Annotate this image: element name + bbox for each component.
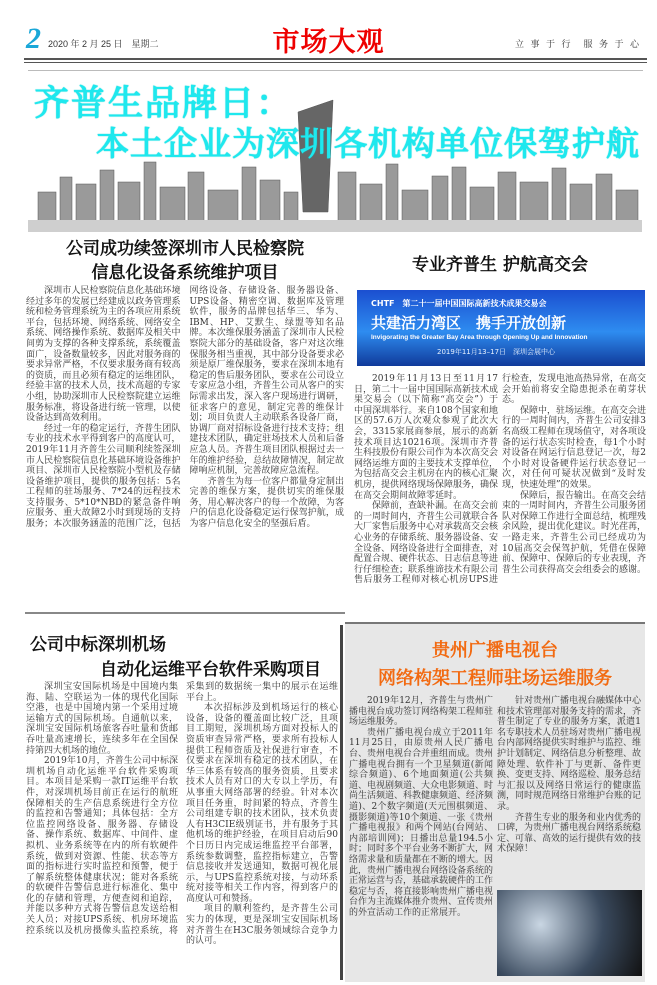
- article1-body: [26, 286, 344, 530]
- article4-title-line2: 网络构架工程师驻场运维服务: [378, 668, 612, 689]
- banner-title-line2: 本土企业为深圳各机构单位保驾护航: [96, 124, 640, 163]
- article3-title-line1: 公司中标深圳机场: [30, 635, 166, 655]
- column-divider: [340, 625, 343, 980]
- article4-title-line1: 贵州广播电视台: [432, 640, 558, 661]
- paragraph: 项目的顺利签约，是齐普生公司实力的体现，更是深圳宝安国际机场对齐普生在H3C服务领域综合竞争力的认可。: [186, 904, 338, 947]
- paragraph: 2019年11月13日至11月17日，第二十一届中国国际高新技术成果交易会（以下简称“高交会”）于中国深圳举行。来自108个国家和地区的57.6万人次观众参观了此次大会，3315家展商参展，展示的高新技术项目达10216项。深圳市齐普生科技股份有限公司作为本次高交会网络运维方面的主要技术支撑单位，为包括高交会主机房在内的核心汇聚机房，提供网络现场保障服务，确保在高交会期间故障零延时。: [354, 374, 499, 501]
- server-room-photo: [497, 890, 642, 976]
- slogan: 立 事 于 行 服 务 于 心: [514, 39, 641, 49]
- banner: [28, 72, 642, 232]
- paragraph: 深圳宝安国际机场是中国境内集海、陆、空联运为一体的现代化国际空港，也是中国境内第一个采用过境运输方式的国际机场。自通航以来，深圳宝安国际机场旅客吞吐量和货邮吞吐量高速增长，连续多年在全国保持第四大机场的地位。: [26, 682, 178, 756]
- page-number: 2: [26, 22, 41, 55]
- chtf-banner-image: [357, 290, 645, 366]
- paragraph: 深圳市人民检察院信息化基础环境经过多年的发展已经建成以政务管理系统和检务管理系统为主的各项应用系统平台，包括环境、网络系统、网络安全系统、网络操作系统、数据库及相关中间剪为支撑的各种支撑系统，系统覆盖面广，设备数量较多，因此对服务商的要求异常严格，不仅要求服务商有较高的资质，而且必须有稳定的运维团队，经验丰富的技术人员，技术高超的专家小组，协助深圳市人民检察院建立运维服务标准，将设备进行统一管理，以使设备达到高效利用。: [26, 286, 181, 424]
- chtf-event-name: [371, 298, 547, 309]
- chtf-logo-text: CHTF: [371, 299, 395, 308]
- chtf-slogan: 共建活力湾区 携手开放创新: [371, 314, 567, 332]
- article3-title-line2: 自动化运维平台软件采购项目: [100, 660, 321, 680]
- chtf-slogan-en: Invigorating the Greater Bay Area through Opening Up and Innovation: [371, 334, 588, 341]
- article2-body: [354, 374, 646, 586]
- article3-body: [26, 682, 338, 947]
- banner-title-line1: 齐普生品牌日：: [34, 84, 294, 124]
- paragraph: 2019年10月，齐普生公司中标深圳机场自动化运维平台软件采购项目。本项目是采购一款IT运维平台软件，对深圳机场目前正在运行的航班保障相关的生产信息系统进行全方位的监控和告警通知；具体包括：全方位监控网络设备、服务器、存储设备、操作系统、数据库、中间件、虚拟机、业务系统等在内的所有软硬件系统，做到对资源、性能、状态等方面的指标进行实时监控和预警，便于了解系统整体健康状况；能对各系统的软硬件告警信息进行标准化、集中化的存储和管理，方便查阅和追踪，并能以多种方式将告警信息发送给相关人员；对接UPS系统、机房环境监控系统以及机房摄像头监控系统，将采集到的数据统一集中的展示在运维平台上。: [26, 682, 338, 936]
- article4-column-1: [349, 696, 493, 918]
- divider: [25, 612, 345, 614]
- article1-title-line1: 公司成功续签深圳市人民检察院: [66, 239, 304, 259]
- paragraph: 本次招标涉及到机场运行的核心设备，设备的覆盖面比较广泛，且项目工期短，深圳机场方面对投标人的资质审查异常严格，要求所有投标人提供工程师资质及社保进行审查，不仅要求在深圳有稳定的技术团队，在华三体系有较高的服务资质，且要求技术人员有对口的大专以上学历，有从事重大网络部署的经验。针对本次项目任务重，时间紧的特点，齐普生公司组建专职的技术团队，技术负责人有H3CIE级别证书，并有服务于其他机场的维护经验，在项目启动后90个日历日内完成运维监控平台部署，系统参数调整，监控指标建立，告警信息接收并发送通知，数据可视化展示，与UPS监控系统对接，与动环系统对接等相关工作内容，得到客户的高度认可和赞扬。: [186, 703, 338, 904]
- header-rule: [24, 58, 647, 63]
- paragraph: 经过一年的稳定运行，齐普生团队专业的技术水平得到客户的高度认可，2019年11月齐普生公司顺利续签深圳市人民检察院信息化基础环境设备维护项目、深圳市人民检察院小型机及存储设备维护项目，提供的服务包括：5名工程师的驻场服务、7*24的远程技术支持服务、5*10*NBD的紧急备件响应服务、重大故障2小时到现场的支持服务；本次服务涵盖的范围广泛，包括网络设备、存储设备、服务器设备、UPS设备、精密空调、数据库及管理软件，服务的品牌包括华三、华为、IBM、HP、艾默生、绿盟等知名品牌。本次维保服务涵盖了深圳市人民检察院大部分的基础设备，客户对这次维保服务相当重视，其中部分设备要求必须是原厂维保服务，要求在深圳本地有稳定的售后服务团队，要求在公司设立专家应急小组，齐普生公司从客户的实际需求出发，深入客户现场进行调研，征求客户的意见，制定完善的维保计划；项目负责人主动联系各设备厂商，协调厂商对招标设备进行技术支持；组建技术团队，确定驻场技术人员和后备应急人员。齐普生项目团队根据过去一年的维护经验，总结故障情况，制定故障响应机制，完善故障应急流程。: [26, 286, 344, 530]
- paragraph: 保障后，报告输出。在高交会结束的一周时间内，齐普生公司服务团队对保障工作进行全面总结，梳理残余风险，提出优化建议。时光荏苒，一路走来，齐普生公司已经成功为10届高交会保驾护航，凭借在保障前、保障中、保障后的专业表现，齐普生公司获得高交会组委会的感谢。: [502, 490, 647, 575]
- paragraph: 保障中，驻场运维。在高交会进行的一周时间内，齐普生公司安排3名高级工程师在现场值守，对各项设备的运行状态实时检查，每1个小时对设备在网运行信息登记一次，每2个小时对设备硬件运行状态登记一次，对任何可疑状况做到“及时发现，快速处理”的效果。: [502, 405, 647, 490]
- paragraph: 针对贵州广播电视台融媒体中心和技术管理部对服务支持的需求，齐普生制定了专业的服务方案，派遣1名专职技术人员驻场对贵州广播电视台内部网络提供实时维护与监控、维护计划制定、网络信息分析整理、故障处理、软件补丁与更新、备件更换、变更支持、网络巡检、服务总结与汇报以及网络日常运行的健康监测，同时规范网络日常维护台账的记录。: [497, 696, 642, 812]
- chtf-event-title: 第二十一届中国国际高新技术成果交易会: [402, 299, 547, 308]
- article1-title-line2: 信息化设备系统维护项目: [91, 263, 279, 283]
- paragraph: 贵州广播电视台成立于2011年11月25日，由原贵州人民广播电台、贵州电视台合并重组而成。贵州广播电视台拥有一个卫星频道(新闻综合频道)、6个地面频道(公共频道、电视剧频道、大众电影频道、时尚生活频道、科教健康频道、经济频道)、2个数字频道(天元围棋频道、摄影频道)等10个频道、一张《贵州广播电视报》和两个网站(台网站、内部培训网)；日播出总量194.5小时；同时多个平台业务不断扩大，网络需求量和质量都在不断的增大。因此，贵州广播电视台网络设备系统的正常运营与否，基础承载硬件的工作稳定与否，将直接影响贵州广播电视台作为主流媒体推介贵州、宣传贵州的外宣活动工作的正常展开。: [349, 727, 494, 918]
- chtf-date-venue: 2019年11月13–17日 深圳会展中心: [437, 348, 556, 356]
- paragraph: 齐普生为每一位客户都量身定制出完善的维保方案，提供切实的维保服务，用心解决客户的每一个故障，为客户的信息化设备稳定运行保驾护航，成为客户信息化安全的坚强后盾。: [189, 476, 344, 530]
- paragraph: 齐普生专业的服务和业内优秀的口碑，为贵州广播电视台网络系统稳定、可靠、高效的运行提供有效的技术保障！: [497, 812, 642, 855]
- paragraph: 2019年12月，齐普生与贵州广播电视台成功签订网络构架工程师驻场运维服务。: [349, 696, 494, 728]
- issue-date: 2020 年 2 月 25 日 星期二: [48, 39, 159, 49]
- banner-rule: [28, 70, 643, 71]
- article2-title: 专业齐普生 护航高交会: [412, 255, 588, 275]
- masthead: 市场大观: [272, 27, 385, 57]
- paragraph: 保障前，查缺补漏。在高交会前的一周时间内，齐普生公司就联合各大厂家售后服务中心对承载高交会核心业务的存储系统、服务器设备、安全设备、网络设备进行全面排查，对配置合规、硬件状态、日志信息等进行仔细检查；联系维谛技术有限公司售后服务工程师对核心机房UPS进行检查，发现电池高热异常，在高交会开始前将安全隐患扼杀在萌芽状态。: [354, 374, 647, 586]
- article4-column-2: [497, 696, 641, 855]
